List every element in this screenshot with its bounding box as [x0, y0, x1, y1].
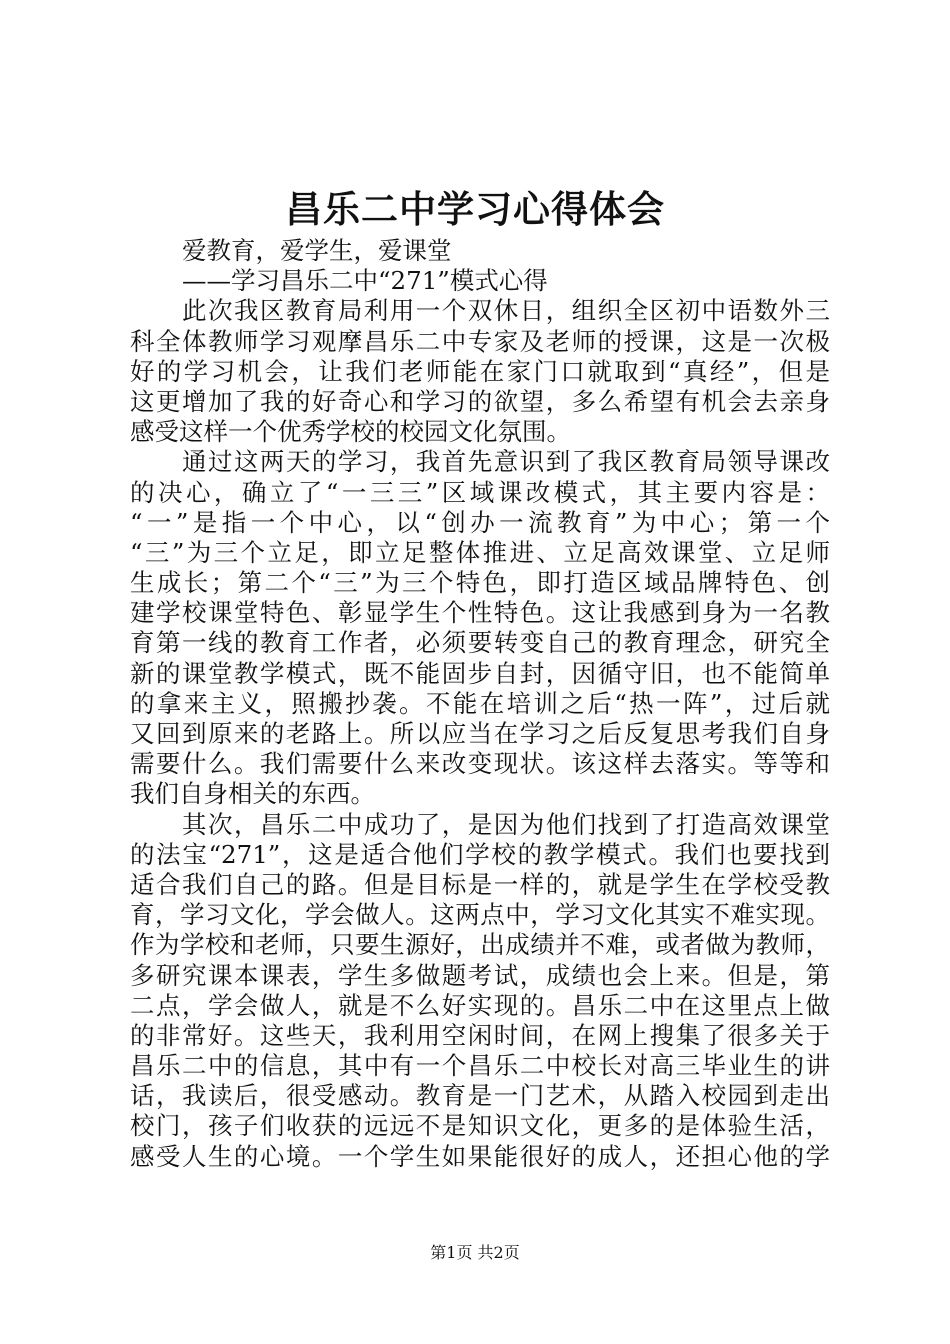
text-line: 爱教育，爱学生，爱课堂 — [182, 236, 452, 265]
text-line: 生成长；第二个“三”为三个特色，即打造区域品牌特色、创 — [130, 568, 830, 598]
text-line: 的非常好。这些天，我利用空闲时间，在网上搜集了很多关于 — [130, 1020, 830, 1050]
text-line: 多研究课本课表，学生多做题考试，成绩也会上来。但是，第 — [130, 960, 830, 990]
text-line: “三”为三个立足，即立足整体推进、立足高效课堂、立足师 — [130, 537, 830, 567]
text-line: 这更增加了我的好奇心和学习的欲望，多么希望有机会去亲身 — [130, 386, 830, 416]
text-line: 此次我区教育局利用一个双休日，组织全区初中语数外三 — [182, 296, 830, 326]
text-line: 新的课堂教学模式，既不能固步自封，因循守旧，也不能简单 — [130, 658, 830, 688]
text-line: 二点，学会做人，就是不么好实现的。昌乐二中在这里点上做 — [130, 990, 830, 1020]
text-line: 我们自身相关的东西。 — [130, 779, 375, 809]
text-line: 昌乐二中的信息，其中有一个昌乐二中校长对高三毕业生的讲 — [130, 1051, 830, 1081]
text-line: 感受这样一个优秀学校的校园文化氛围。 — [130, 417, 571, 447]
text-line: 其次，昌乐二中成功了，是因为他们找到了打造高效课堂 — [182, 809, 830, 839]
text-line: 需要什么。我们需要什么来改变现状。该这样去落实。等等和 — [130, 749, 830, 779]
page-footer: 第1页 共2页 — [430, 1243, 520, 1262]
text-line: 感受人生的心境。一个学生如果能很好的成人，还担心他的学 — [130, 1141, 830, 1171]
text-line: 育，学习文化，学会做人。这两点中，学习文化其实不难实现。 — [130, 900, 830, 930]
text-line: 的决心，确立了“一三三”区域课改模式，其主要内容是： — [130, 477, 830, 507]
text-line: 话，我读后，很受感动。教育是一门艺术，从踏入校园到走出 — [130, 1081, 830, 1111]
document-body — [130, 236, 830, 1172]
text-line: 科全体教师学习观摩昌乐二中专家及老师的授课，这是一次极 — [130, 326, 830, 356]
text-line: ——学习昌乐二中“271”模式心得 — [182, 266, 548, 296]
text-line: 校门，孩子们收获的远远不是知识文化，更多的是体验生活， — [130, 1111, 830, 1141]
text-line: 作为学校和老师，只要生源好，出成绩并不难，或者做为教师， — [130, 930, 830, 960]
document-title: 昌乐二中学习心得体会 — [285, 187, 665, 231]
text-line: 的拿来主义，照搬抄袭。不能在培训之后“热一阵”，过后就 — [130, 688, 830, 718]
text-line: 适合我们自己的路。但是目标是一样的，就是学生在学校受教 — [130, 869, 830, 899]
text-line: 建学校课堂特色、彰显学生个性特色。这让我感到身为一名教 — [130, 598, 830, 628]
text-line: 通过这两天的学习，我首先意识到了我区教育局领导课改 — [182, 447, 830, 477]
text-line: 好的学习机会，让我们老师能在家门口就取到“真经”，但是 — [130, 356, 830, 386]
text-line: 又回到原来的老路上。所以应当在学习之后反复思考我们自身 — [130, 719, 830, 748]
text-line: 的法宝“271”，这是适合他们学校的教学模式。我们也要找到 — [130, 839, 830, 869]
text-line: 育第一线的教育工作者，必须要转变自己的教育理念，研究全 — [130, 628, 830, 658]
text-line: “一”是指一个中心，以“创办一流教育”为中心；第一个 — [130, 507, 830, 537]
